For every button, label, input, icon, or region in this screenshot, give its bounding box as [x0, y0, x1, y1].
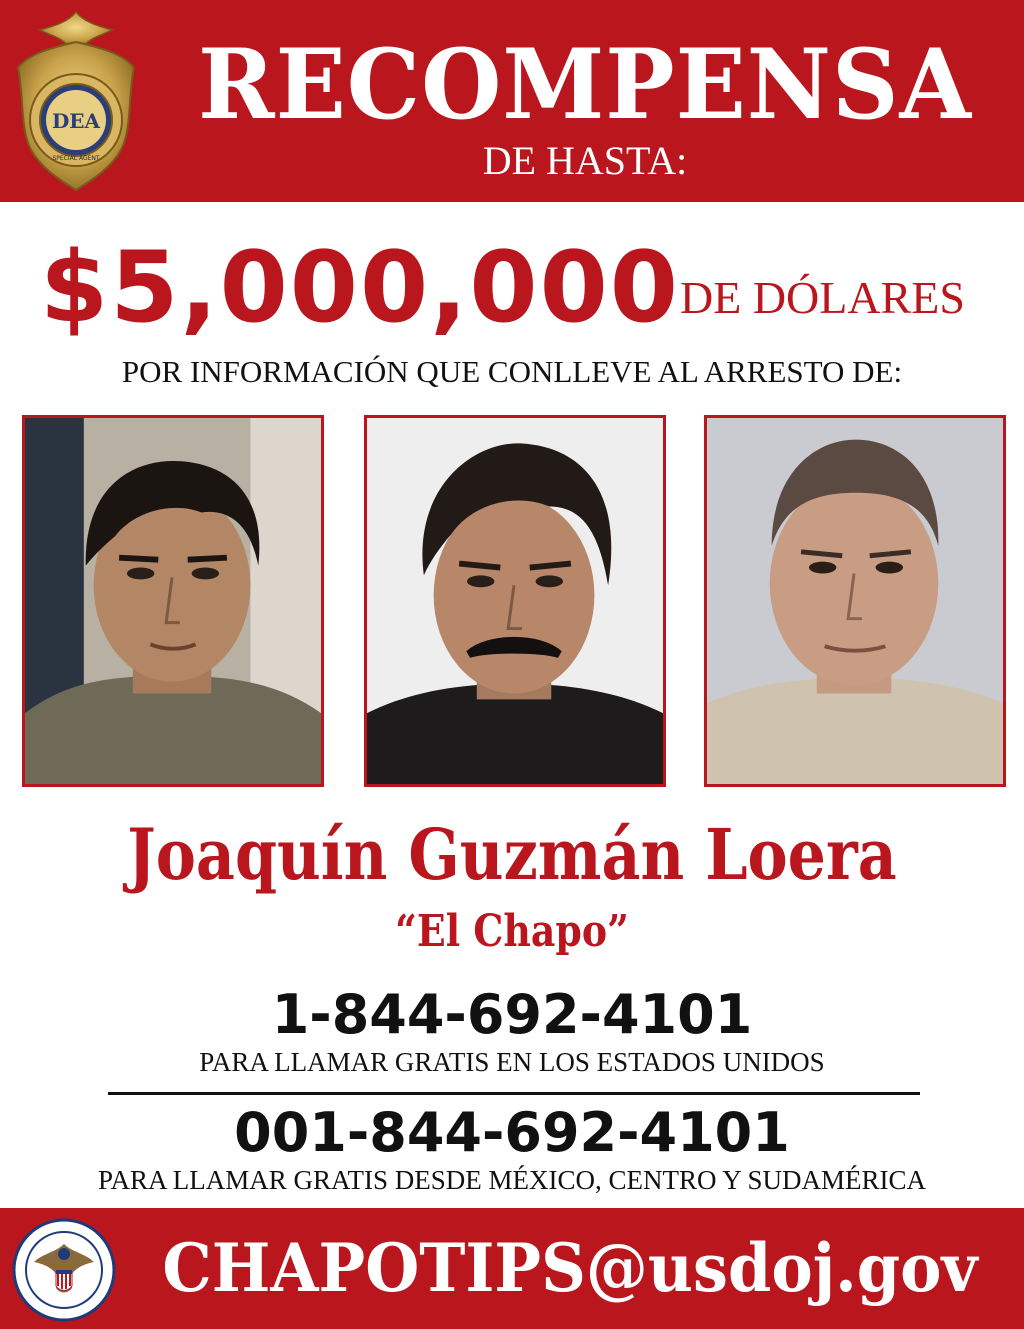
- reward-amount: $5,000,000: [40, 231, 680, 345]
- photo-portrait-1: [22, 415, 324, 787]
- subject-alias: “El Chapo”: [395, 906, 629, 957]
- phone-us[interactable]: 1-844-692-4101: [271, 983, 753, 1046]
- phone-us-note: PARA LLAMAR GRATIS EN LOS ESTADOS UNIDOS: [199, 1047, 825, 1077]
- reward-info: POR INFORMACIÓN QUE CONLLEVE AL ARRESTO DE:: [121, 354, 903, 389]
- subject-name: Joaquín Guzmán Loera: [127, 813, 897, 896]
- photo-portrait-2: [364, 415, 666, 787]
- dea-badge-icon: [10, 8, 142, 194]
- header-band: [0, 0, 1024, 202]
- phone-mx[interactable]: 001-844-692-4101: [234, 1101, 790, 1164]
- footer-band: [0, 1208, 1024, 1329]
- phone-mx-note: PARA LLAMAR GRATIS DESDE MÉXICO, CENTRO Y SUDAMÉRICA: [97, 1165, 927, 1195]
- photo-portrait-3: [704, 415, 1006, 787]
- department-of-state-seal-icon: [12, 1218, 116, 1322]
- email-contact[interactable]: CHAPOTIPS@usdoj.gov: [162, 1229, 978, 1307]
- svg-text:SPECIAL AGENT: SPECIAL AGENT: [52, 155, 100, 162]
- divider: [108, 1092, 920, 1095]
- poster-subtitle: DE HASTA:: [482, 138, 688, 183]
- svg-text:DEA: DEA: [51, 109, 101, 133]
- poster-title: RECOMPENSA: [198, 28, 972, 141]
- reward-currency: DE DÓLARES: [680, 272, 965, 323]
